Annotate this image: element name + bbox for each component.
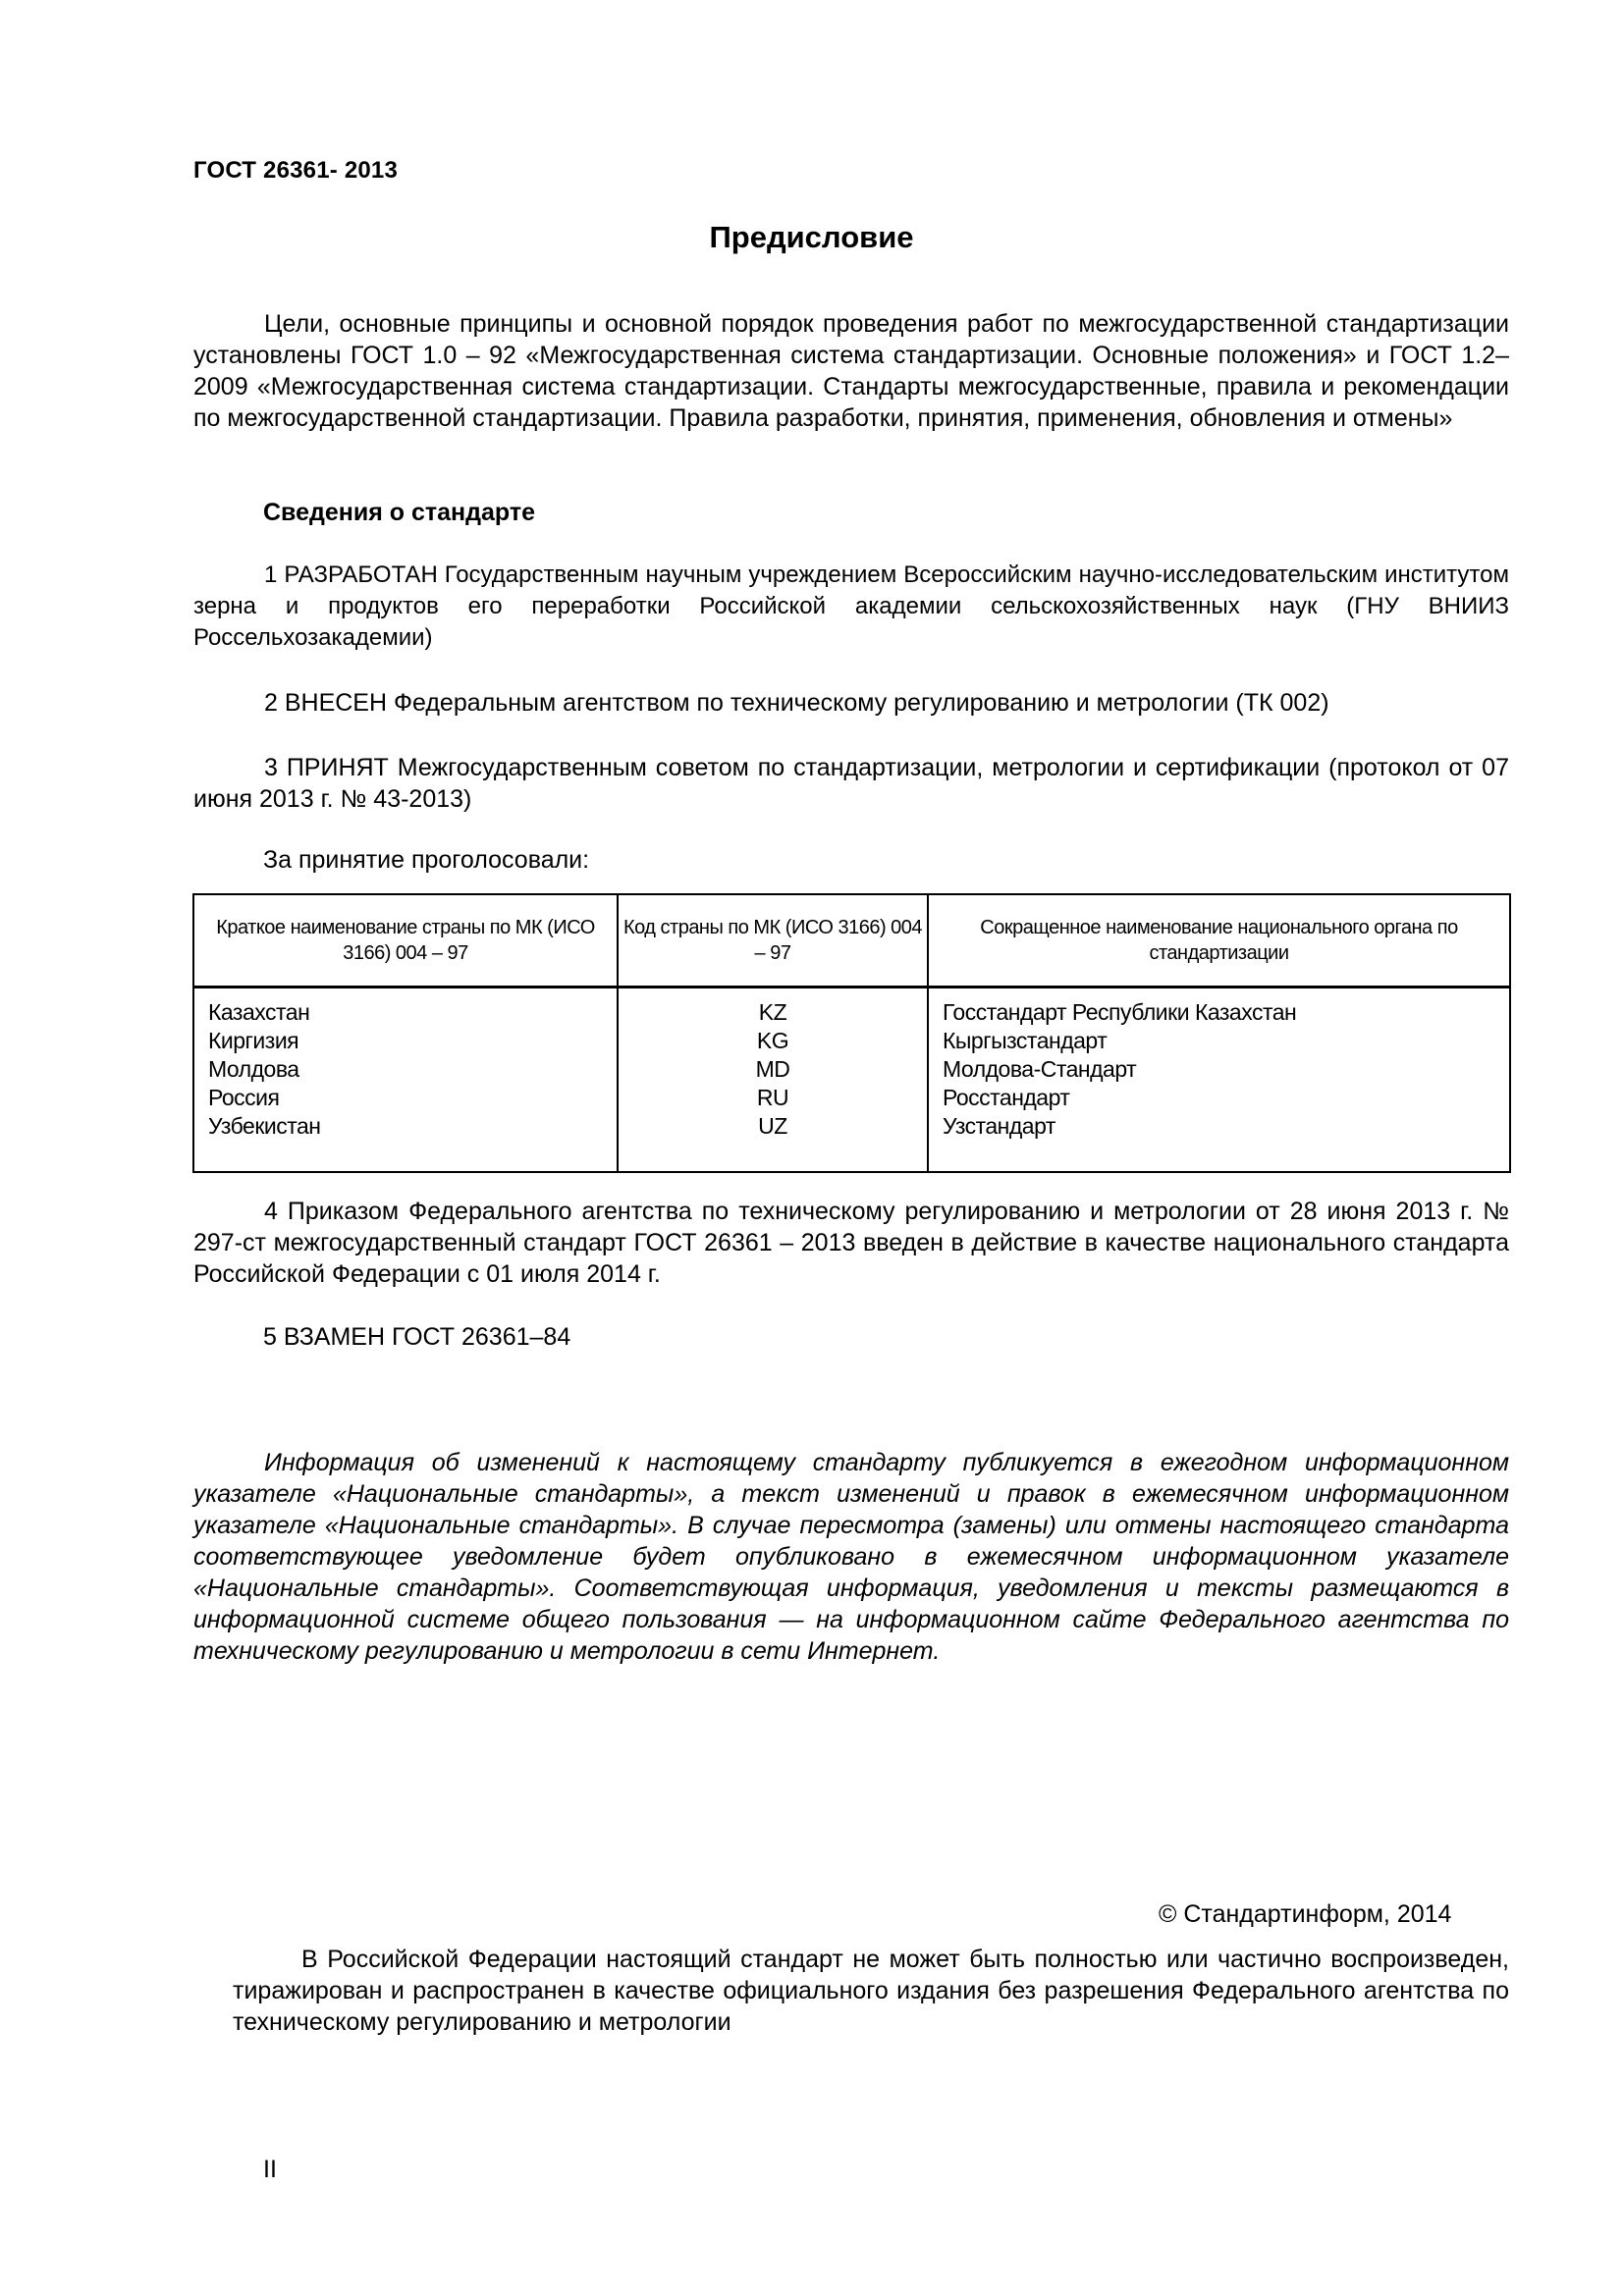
country-code: MD <box>755 1056 790 1082</box>
reproduction-notice <box>233 1944 1509 2038</box>
header-line: Сокращенное наименование национального органа <box>980 917 1433 938</box>
item-4-text: 4 Приказом Федерального агентства по техническому регулированию и метрологии от 28 июня 2013 г. № 297-ст межгосударственный стандарт ГОСТ 26361 – 2013 введен в действие в качестве национального стандарта Российской Федерации с 01 июля 2014 г. <box>193 1198 1509 1288</box>
standard-info-item-2 <box>193 687 1509 719</box>
item-2-text: 2 ВНЕСЕН Федеральным агентством по техническому регулированию и метрологии (ТК 002) <box>264 689 1329 717</box>
header-line: Краткое наименование страны по МК (ИСО <box>216 917 595 938</box>
header-line: по стандартизации <box>1149 917 1458 964</box>
standard-info-heading: Сведения о стандарте <box>263 499 536 526</box>
header-country-name <box>193 894 618 988</box>
standard-info-item-1 <box>193 560 1509 654</box>
header-line: 3166) 004 – 97 <box>343 942 468 964</box>
information-paragraph-text: Информация об изменений к настоящему стандарту публикуется в ежегодном информационном указателе «Национальные стандарты», а текст изменений и правок в ежемесячном информационном указателе «Национальные стандарты». В случае пересмотра (замены) или отмены настоящего стандарта соответствующее уведомление будет опубликовано в ежемесячном информационном указателе «Национальные стандарты». Соответствующая информация, уведомления и тексты размещаются в информационной системе общего пользования — на информационном сайте Федерального агентства по техническому регулированию и метрологии в сети Интернет. <box>193 1449 1509 1665</box>
country-code: KZ <box>758 999 787 1025</box>
table-body-row <box>193 988 1510 1173</box>
country-code: UZ <box>758 1113 787 1139</box>
national-body: Кыргызстандарт <box>943 1028 1108 1053</box>
intro-paragraph <box>193 308 1509 434</box>
national-body: Госстандарт Республики Казахстан <box>943 999 1297 1025</box>
item-1-text: 1 РАЗРАБОТАН Государственным научным учреждением Всероссийским научно-исследовательским институтом зерна и продуктов его переработки Российской академии сельскохозяйственных наук (ГНУ ВНИИЗ Россельхозакадемии) <box>193 561 1509 651</box>
page-number: II <box>263 2156 277 2183</box>
reproduction-notice-text: В Российской Федерации настоящий стандарт не может быть полностью или частично воспроизведен, тиражирован и распространен в качестве официального издания без разрешения Федерального агентства по техническому регулированию и метрологии <box>233 1946 1509 2036</box>
country-code-column <box>618 988 928 1173</box>
intro-paragraph-text: Цели, основные принципы и основной порядок проведения работ по межгосударственной стандартизации установлены ГОСТ 1.0 – 92 «Межгосударственная система стандартизации. Основные положения» и ГОСТ 1.2–2009 «Межгосударственная система стандартизации. Стандарты межгосударственные, правила и рекомендации по межгосударственной стандартизации. Правила разработки, принятия, применения, обновления и отмены» <box>193 310 1509 432</box>
copyright-line: © Стандартинформ, 2014 <box>1159 1900 1452 1928</box>
voting-members-table <box>192 893 1511 1173</box>
country-name: Казахстан <box>208 999 310 1025</box>
table-header-row <box>193 894 1510 988</box>
country-name: Киргизия <box>208 1028 299 1053</box>
standard-info-item-3 <box>193 752 1509 815</box>
country-code: RU <box>756 1085 789 1110</box>
header-country-code <box>618 894 928 988</box>
item-3-text: 3 ПРИНЯТ Межгосударственным советом по стандартизации, метрологии и сертификации (протокол от 07 июня 2013 г. № 43-2013) <box>193 754 1509 813</box>
information-paragraph <box>193 1447 1509 1667</box>
document-code: ГОСТ 26361- 2013 <box>193 157 399 184</box>
national-body: Молдова-Стандарт <box>943 1056 1137 1082</box>
country-name: Молдова <box>208 1056 299 1082</box>
country-code: KG <box>756 1028 789 1053</box>
header-line: по МК (ИСО 3166) 004 – 97 <box>728 917 923 964</box>
standard-info-item-4 <box>193 1196 1509 1290</box>
voted-label: За принятие проголосовали: <box>263 846 590 874</box>
page-title: Предисловие <box>709 220 914 254</box>
national-body-column <box>928 988 1510 1173</box>
national-body: Узстандарт <box>943 1113 1055 1139</box>
country-name: Узбекистан <box>208 1113 321 1139</box>
country-name: Россия <box>208 1085 280 1110</box>
country-name-column <box>193 988 618 1173</box>
standard-info-item-5: 5 ВЗАМЕН ГОСТ 26361–84 <box>263 1323 571 1351</box>
header-line: Код страны <box>622 917 724 938</box>
header-national-body <box>928 894 1510 988</box>
national-body: Росстандарт <box>943 1085 1070 1110</box>
